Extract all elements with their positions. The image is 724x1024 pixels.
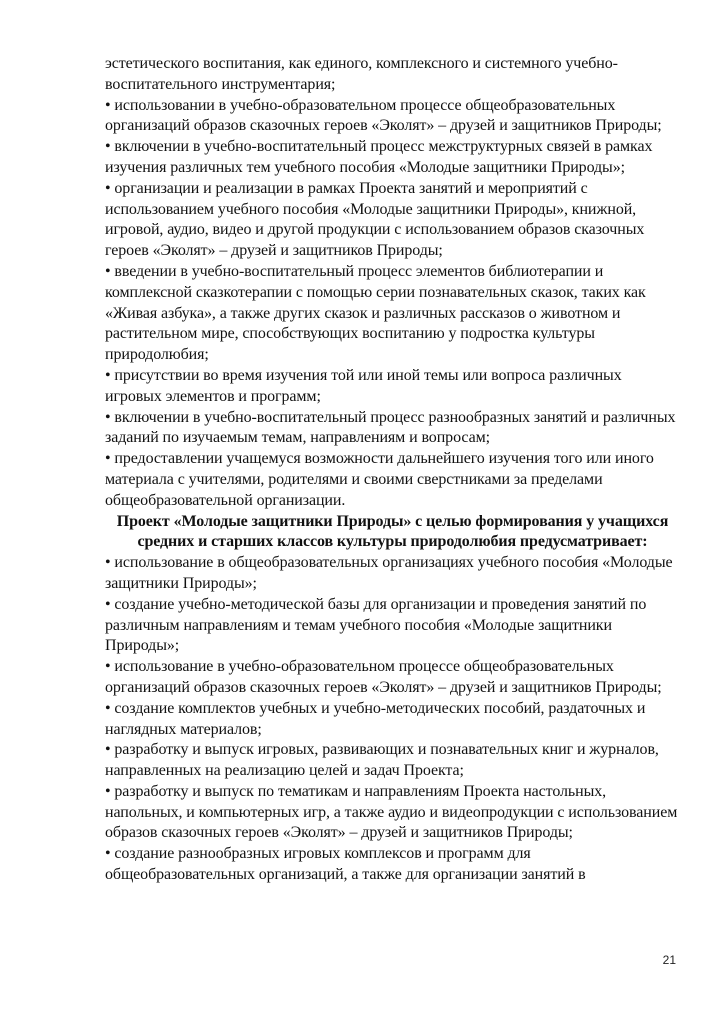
paragraph: • создание учебно-методической базы для организации и проведения занятий по различным направлениям и темам учебного пособия «Молодые защитники Природы»; — [105, 595, 647, 655]
paragraph: • создание разнообразных игровых комплексов и программ для общеобразовательных организаций, а также для организации занятий в — [105, 845, 586, 884]
paragraph: • разработку и выпуск по тематикам и направлениям Проекта настольных, напольных, и компьютерных игр, а также аудио и видеопродукции с использованием образов сказочных героев «Эколят» – друзей и защитников Природы; — [105, 782, 678, 842]
paragraph: • использовании в учебно-образовательном процессе общеобразовательных организаций образов сказочных героев «Эколят» – друзей и защитников Природы; — [105, 96, 662, 135]
paragraph: • предоставлении учащемуся возможности дальнейшего изучения того или иного материала с учителями, родителями и своими сверстниками за пределами общеобразовательной организации. — [105, 450, 654, 509]
paragraph: • организации и реализации в рамках Проекта занятий и мероприятий с использованием учебного пособия «Молодые защитники Природы», книжной, игровой, аудио, видео и другой продукции с использованием образов сказочных героев «Эколят» – друзей и защитников Природы; — [105, 179, 645, 260]
paragraph: • включении в учебно-воспитательный процесс межструктурных связей в рамках изучения различных тем учебного пособия «Молодые защитники Природы»; — [105, 138, 653, 176]
body-text — [105, 54, 680, 886]
paragraph: • использование в учебно-образовательном процессе общеобразовательных организаций образов сказочных героев «Эколят» – друзей и защитников Природы; — [105, 658, 662, 696]
paragraph: эстетического воспитания, как единого, комплексного и системного учебно-воспитательного инструментария; — [105, 55, 618, 93]
paragraph: • включении в учебно-воспитательный процесс разнообразных занятий и различных заданий по изучаемым темам, направлениям и вопросам; — [105, 408, 676, 447]
paragraph: • создание комплектов учебных и учебно-методических пособий, раздаточных и наглядных материалов; — [105, 699, 646, 738]
paragraph: • введении в учебно-воспитательный процесс элементов библиотерапии и комплексной сказкотерапии с помощью серии познавательных сказок, таких как «Живая азбука», а также других сказок и различных рассказов о животном и растительном мире, способствующих воспитанию у подростка культуры природолюбия; — [105, 262, 646, 364]
paragraph: • разработку и выпуск игровых, развивающих и познавательных книг и журналов, направленных на реализацию целей и задач Проекта; — [105, 741, 659, 780]
section-heading: Проект «Молодые защитники Природы» с целью формирования у учащихся средних и старших классов культуры природолюбия предусматривает: — [116, 512, 669, 551]
page-number: 21 — [662, 953, 676, 967]
paragraph: • присутствии во время изучения той или иной темы или вопроса различных игровых элементов и программ; — [105, 366, 622, 405]
paragraph: • использование в общеобразовательных организациях учебного пособия «Молодые защитники Природы»; — [105, 554, 673, 592]
